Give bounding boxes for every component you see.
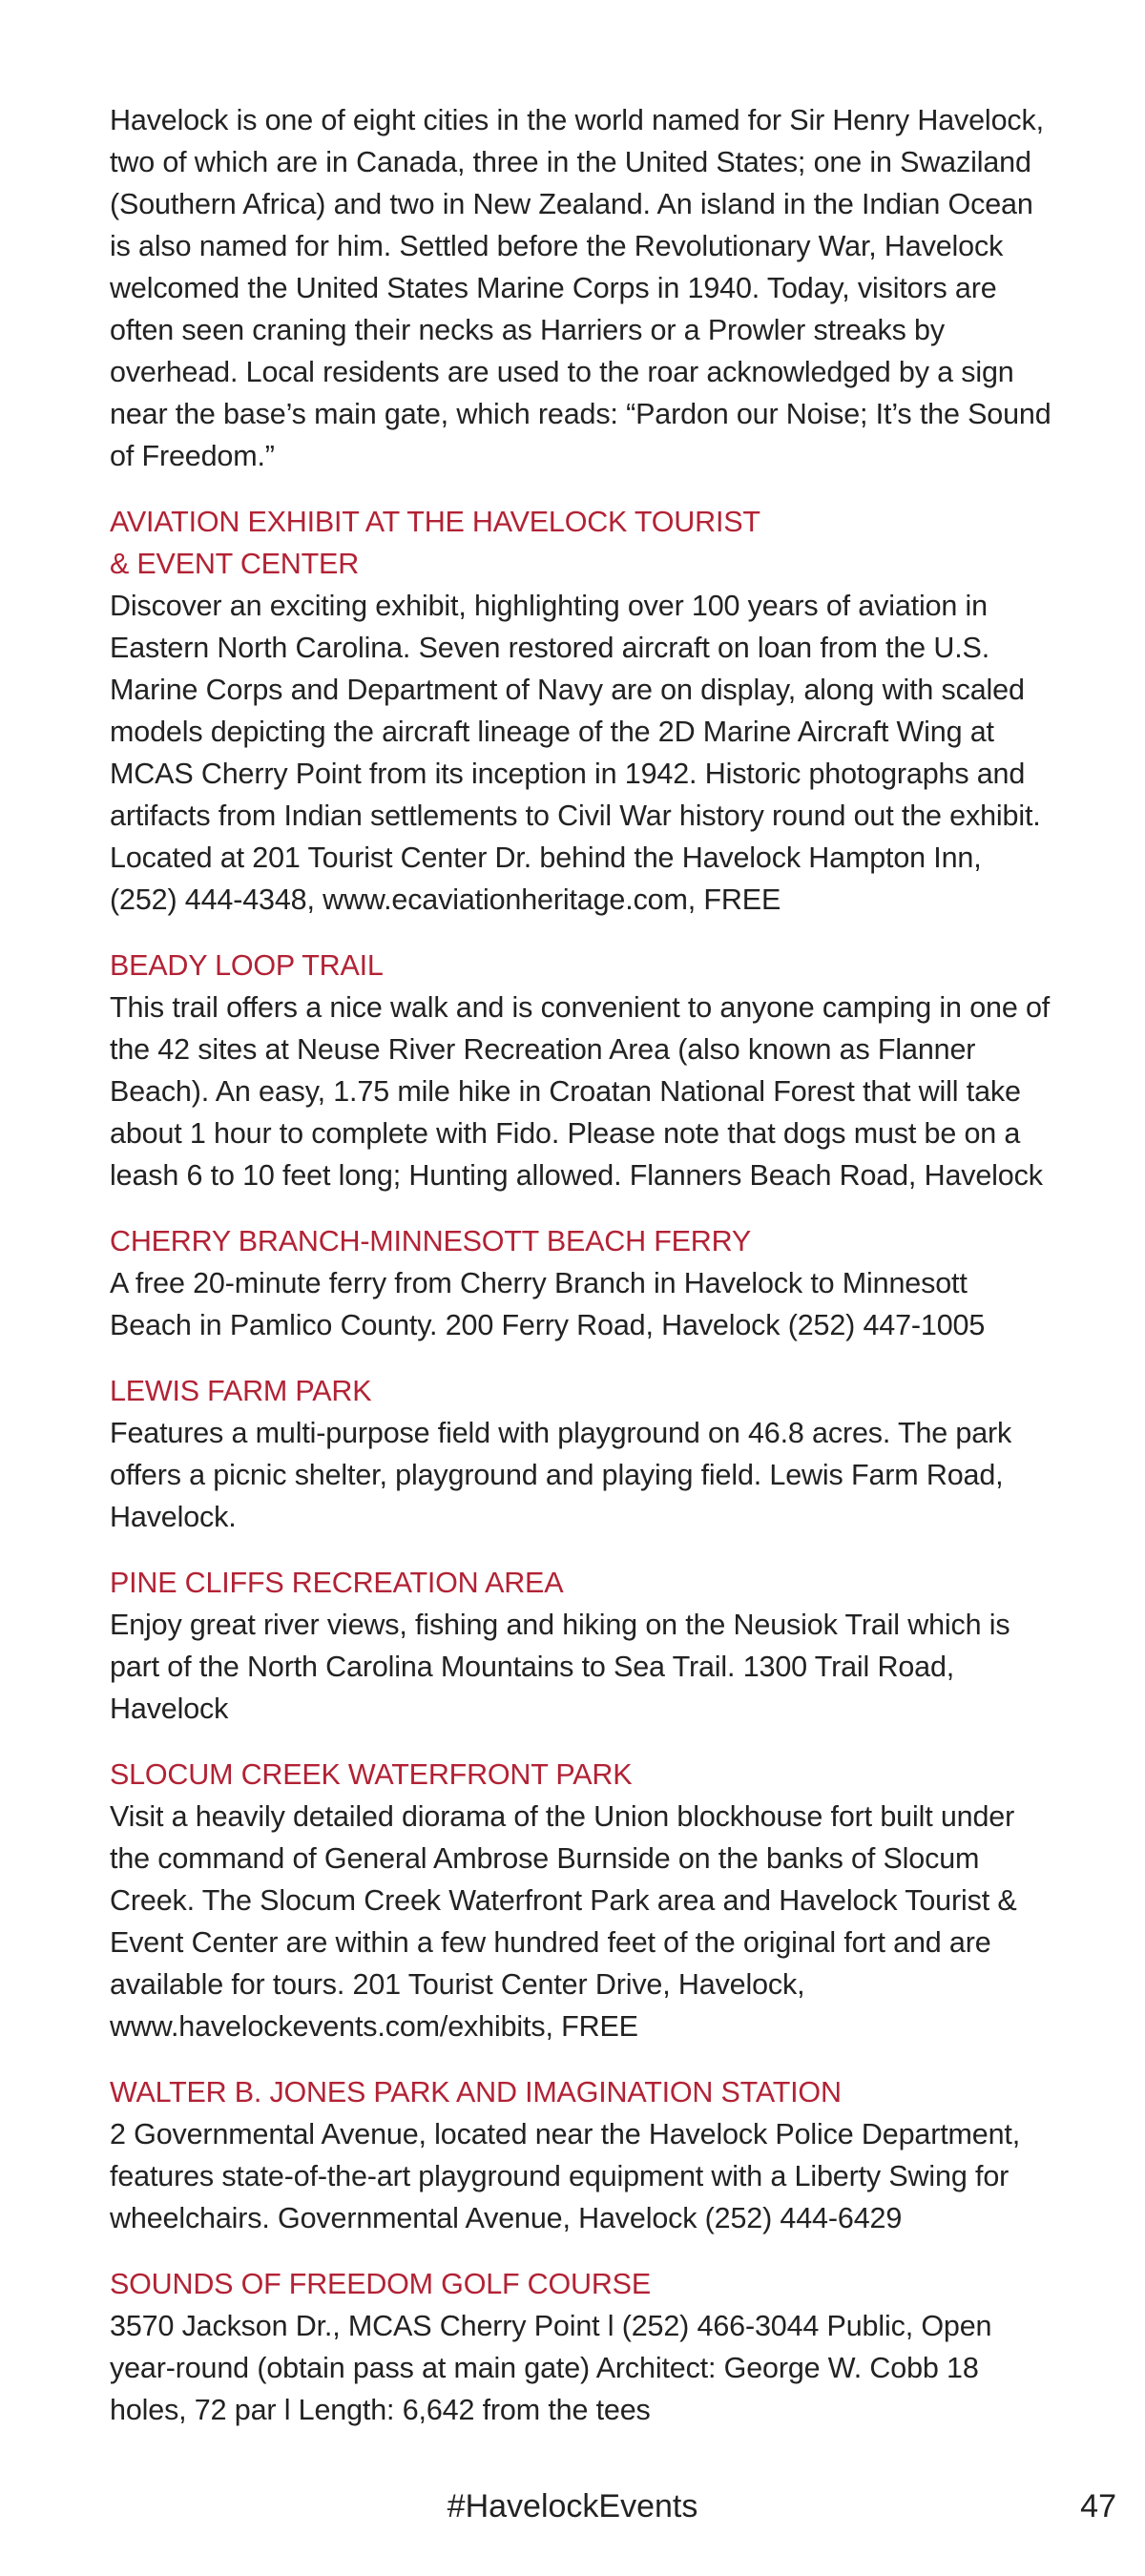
section-aviation-exhibit <box>110 501 1054 921</box>
section-body: 3570 Jackson Dr., MCAS Cherry Point l (252) 466-3044 Public, Open year-round (obtain pass at main gate) Architect: George W. Cobb 18 holes, 72 par l Length: 6,642 from the tees <box>110 2310 992 2426</box>
heading-line: SOUNDS OF FREEDOM GOLF COURSE <box>110 2268 651 2300</box>
heading-line: LEWIS FARM PARK <box>110 1375 372 1407</box>
heading-line: SLOCUM CREEK WATERFRONT PARK <box>110 1758 633 1791</box>
section-heading <box>110 945 1054 987</box>
section-walter-b-jones-park <box>110 2071 1054 2239</box>
heading-line: WALTER B. JONES PARK AND IMAGINATION STATION <box>110 2076 842 2109</box>
section-heading <box>110 2071 1054 2113</box>
section-body: This trail offers a nice walk and is convenient to anyone camping in one of the 42 sites at Neuse River Recreation Area (also known as Flanner Beach). An easy, 1.75 mile hike in Croatan National Forest that will take about 1 hour to complete with Fido. Please note that dogs must be on a leash 6 to 10 feet long; Hunting allowed. Flanners Beach Road, Havelock <box>110 991 1051 1192</box>
heading-line: & EVENT CENTER <box>110 548 360 580</box>
section-body: 2 Governmental Avenue, located near the Havelock Police Department, features state-of-the-art playground equipment with a Liberty Swing for wheelchairs. Governmental Avenue, Havelock (252) 444-6429 <box>110 2118 1021 2234</box>
section-heading <box>110 1220 1054 1262</box>
section-heading <box>110 501 1054 585</box>
section-heading <box>110 1370 1054 1412</box>
page-content <box>110 99 1054 2455</box>
section-heading <box>110 1754 1054 1796</box>
section-cherry-branch-ferry <box>110 1220 1054 1346</box>
page-number: 47 <box>1080 2488 1116 2524</box>
intro-paragraph: Havelock is one of eight cities in the world named for Sir Henry Havelock, two of which are in Canada, three in the United States; one in Swaziland (Southern Africa) and two in New Zealand. An island in the Indian Ocean is also named for him. Settled before the Revolutionary War, Havelock welcomed the United States Marine Corps in 1940. Today, visitors are often seen craning their necks as Harriers or a Prowler streaks by overhead. Local residents are used to the roar acknowledged by a sign near the base’s main gate, which reads: “Pardon our Noise; It’s the Sound of Freedom.” <box>110 104 1051 472</box>
section-body: Visit a heavily detailed diorama of the Union blockhouse fort built under the command of General Ambrose Burnside on the banks of Slocum Creek. The Slocum Creek Waterfront Park area and Havelock Tourist & Event Center are within a few hundred feet of the original fort and are available for tours. 201 Tourist Center Drive, Havelock, www.havelockevents.com/exhibits, FREE <box>110 1800 1017 2043</box>
section-body: A free 20-minute ferry from Cherry Branch in Havelock to Minnesott Beach in Pamlico County. 200 Ferry Road, Havelock (252) 447-1005 <box>110 1267 986 1341</box>
section-slocum-creek <box>110 1754 1054 2047</box>
section-beady-loop-trail <box>110 945 1054 1196</box>
heading-line: AVIATION EXHIBIT AT THE HAVELOCK TOURIST <box>110 506 760 538</box>
section-body: Discover an exciting exhibit, highlighting over 100 years of aviation in Eastern North Carolina. Seven restored aircraft on loan from the U.S. Marine Corps and Department of Navy are on display, along with scaled models depicting the aircraft lineage of the 2D Marine Aircraft Wing at MCAS Cherry Point from its inception in 1942. Historic photographs and artifacts from Indian settlements to Civil War history round out the exhibit. Located at 201 Tourist Center Dr. behind the Havelock Hampton Inn, (252) 444-4348, www.ecaviationheritage.com, FREE <box>110 590 1041 916</box>
footer-hashtag: #HavelockEvents <box>447 2488 698 2524</box>
heading-line: PINE CLIFFS RECREATION AREA <box>110 1567 564 1599</box>
section-heading <box>110 1562 1054 1604</box>
heading-line: CHERRY BRANCH-MINNESOTT BEACH FERRY <box>110 1225 752 1257</box>
section-body: Features a multi-purpose field with playground on 46.8 acres. The park offers a picnic shelter, playground and playing field. Lewis Farm Road, Havelock. <box>110 1417 1012 1533</box>
section-body: Enjoy great river views, fishing and hiking on the Neusiok Trail which is part of the North Carolina Mountains to Sea Trail. 1300 Trail Road, Havelock <box>110 1609 1010 1725</box>
heading-line: BEADY LOOP TRAIL <box>110 949 384 982</box>
section-lewis-farm-park <box>110 1370 1054 1538</box>
section-pine-cliffs <box>110 1562 1054 1730</box>
section-heading <box>110 2263 1054 2305</box>
section-sounds-of-freedom-golf <box>110 2263 1054 2431</box>
